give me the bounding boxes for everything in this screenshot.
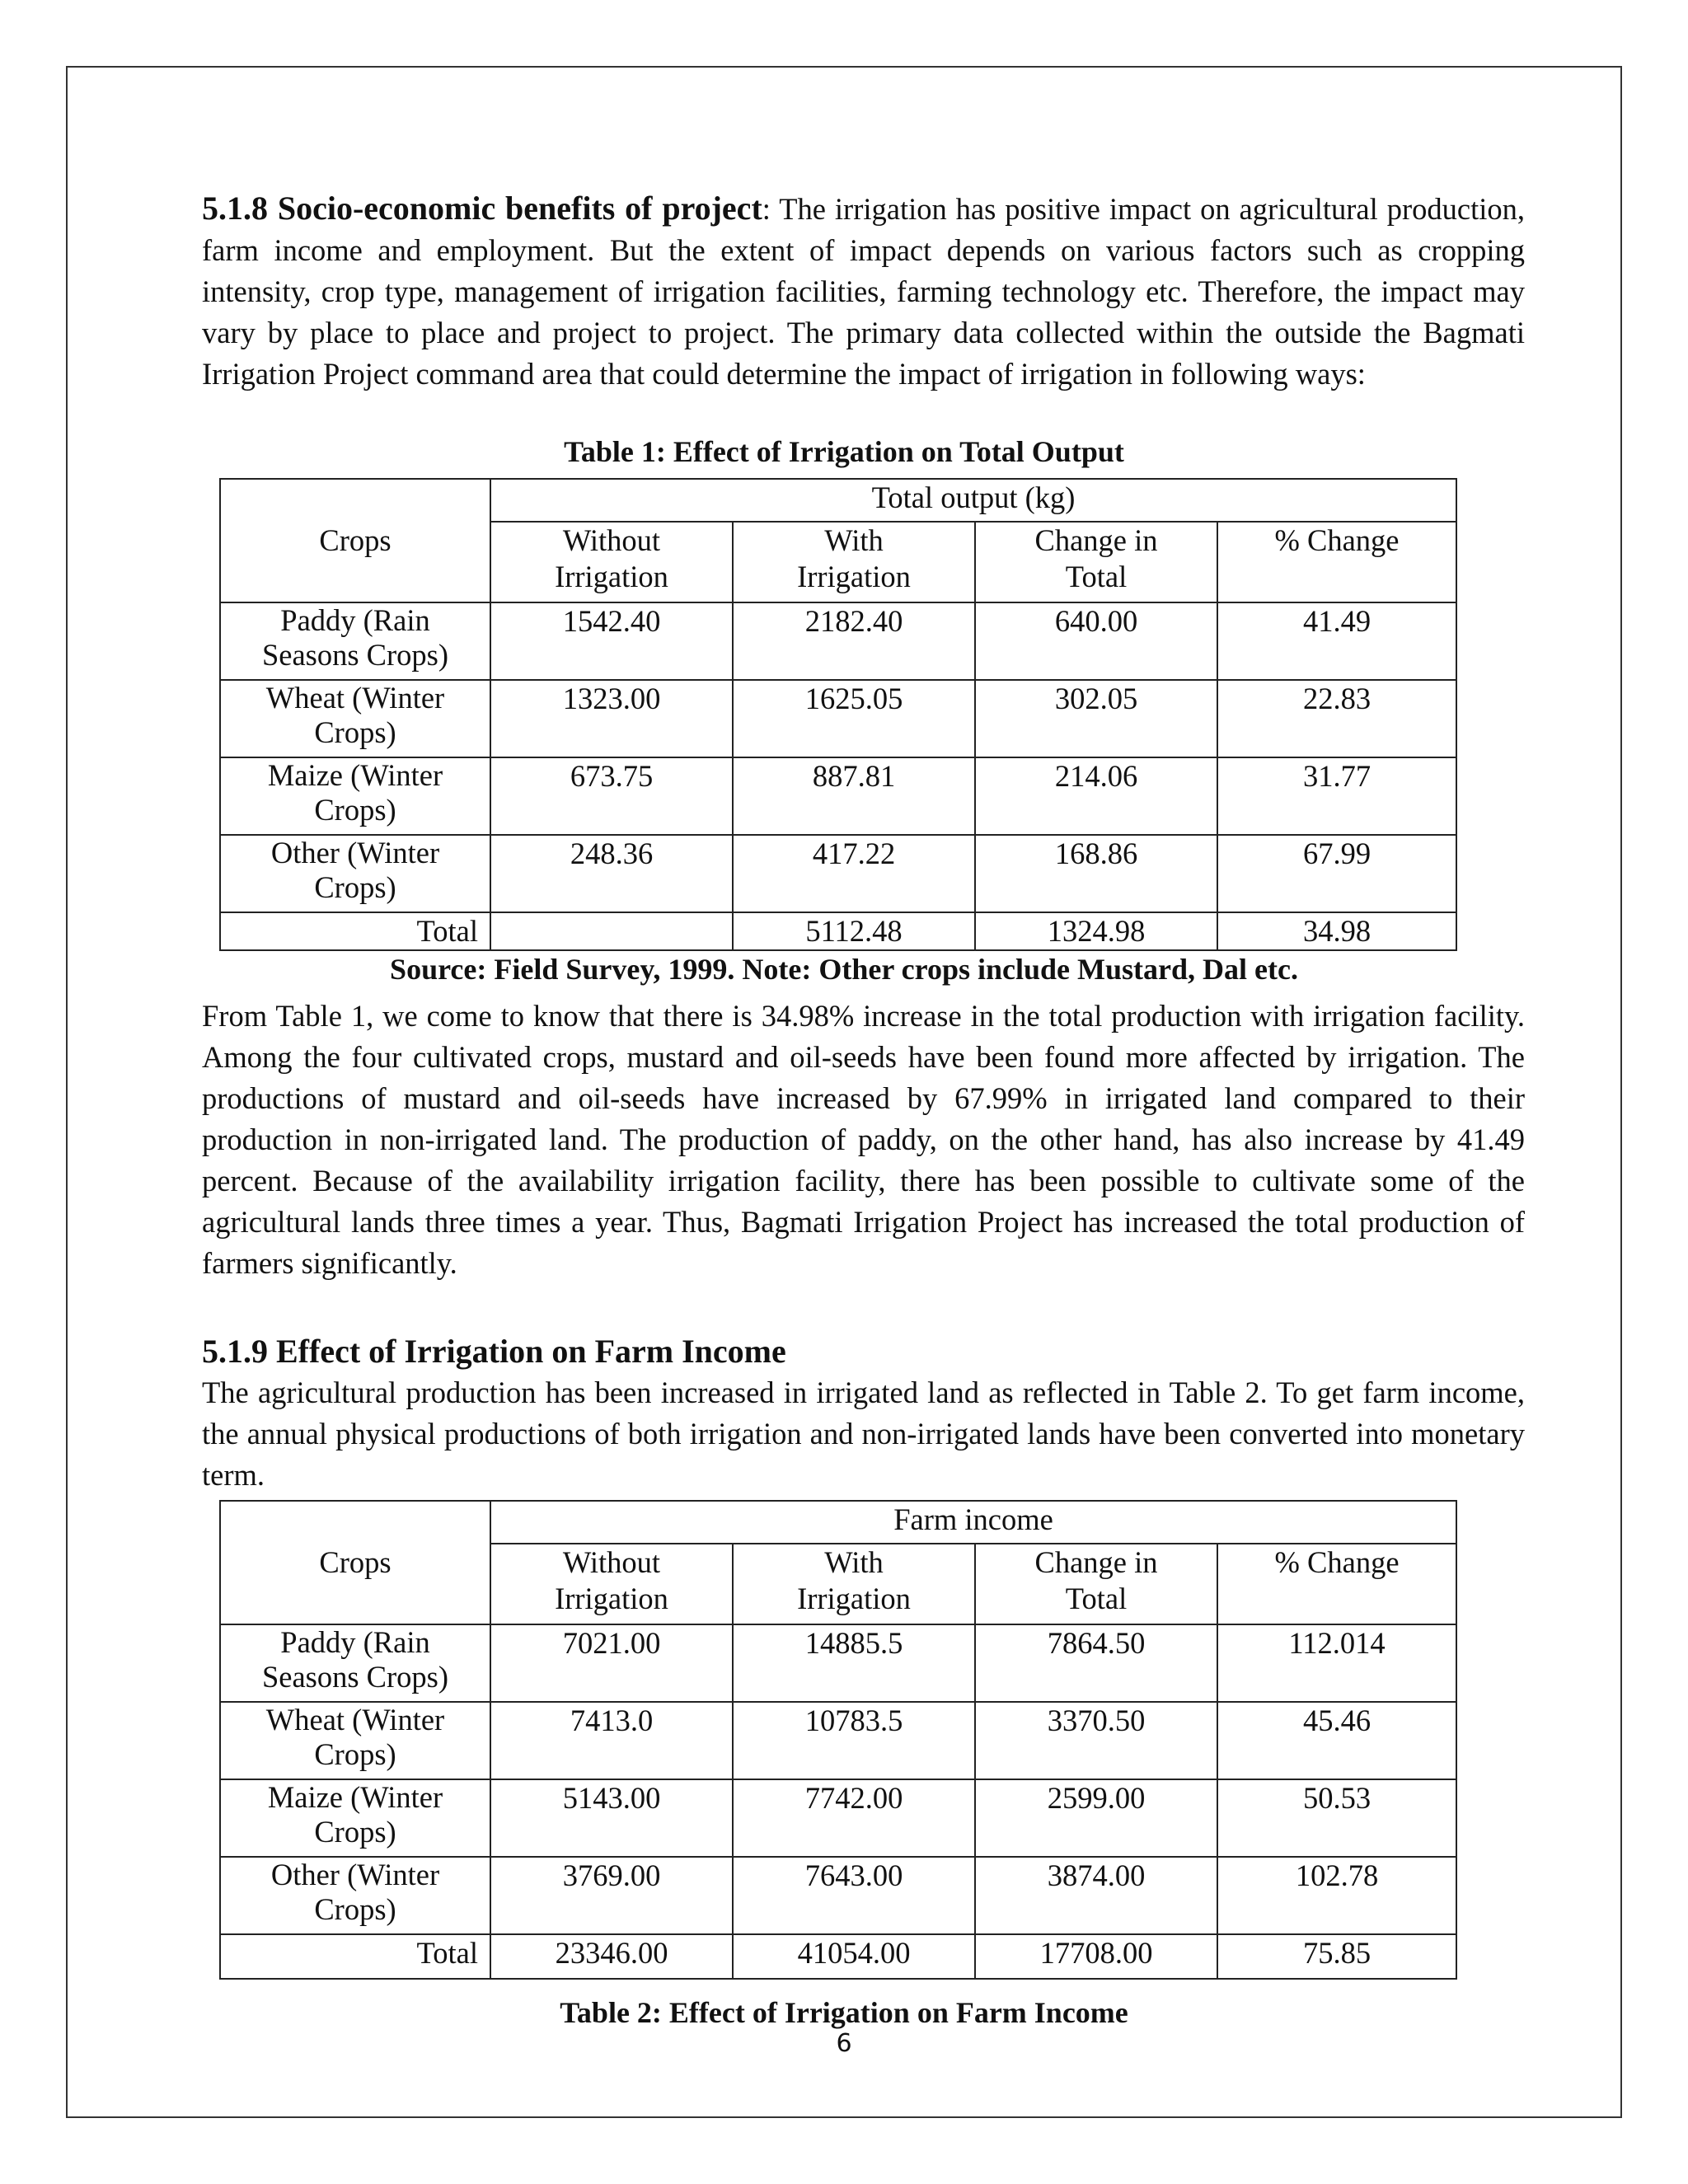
- value-without: 7413.0: [490, 1702, 733, 1779]
- value-without: 3769.00: [490, 1857, 733, 1934]
- value-with: 1625.05: [733, 680, 975, 757]
- total-change: 1324.98: [975, 912, 1217, 950]
- table2-group-header: Farm income: [490, 1501, 1456, 1544]
- section-5-1-8-paragraph: [202, 188, 1525, 395]
- value-without: 248.36: [490, 835, 733, 912]
- value-pct: 67.99: [1217, 835, 1456, 912]
- table-row: [220, 680, 1456, 757]
- value-change: 3370.50: [975, 1702, 1217, 1779]
- table2-title: Table 2: Effect of Irrigation on Farm Income: [560, 1996, 1128, 2029]
- value-pct: 41.49: [1217, 602, 1456, 680]
- total-with: 41054.00: [733, 1934, 975, 1979]
- crop-name: Paddy (Rain Seasons Crops): [220, 1624, 490, 1702]
- value-with: 7643.00: [733, 1857, 975, 1934]
- table-total-row: [220, 912, 1456, 950]
- table1-discussion: [202, 996, 1525, 1284]
- value-change: 2599.00: [975, 1779, 1217, 1857]
- table-row: [220, 1624, 1456, 1702]
- table-total-row: [220, 1934, 1456, 1979]
- table1-header-change: Change in Total: [975, 522, 1217, 602]
- value-change: 168.86: [975, 835, 1217, 912]
- section-5-1-8: [202, 188, 1525, 395]
- value-pct: 50.53: [1217, 1779, 1456, 1857]
- total-with: 5112.48: [733, 912, 975, 950]
- value-pct: 22.83: [1217, 680, 1456, 757]
- total-label: Total: [220, 1934, 490, 1979]
- value-with: 14885.5: [733, 1624, 975, 1702]
- table1-source: Source: Field Survey, 1999. Note: Other crops include Mustard, Dal etc.: [390, 953, 1298, 986]
- value-change: 7864.50: [975, 1624, 1217, 1702]
- total-without: 23346.00: [490, 1934, 733, 1979]
- crop-name: Maize (Winter Crops): [220, 1779, 490, 1857]
- value-change: 3874.00: [975, 1857, 1217, 1934]
- table1-header-pct: % Change: [1217, 522, 1456, 602]
- value-without: 7021.00: [490, 1624, 733, 1702]
- table-row: [220, 757, 1456, 835]
- crop-name: Wheat (Winter Crops): [220, 1702, 490, 1779]
- table2-header-pct: % Change: [1217, 1544, 1456, 1624]
- table1-discussion-paragraph: From Table 1, we come to know that there is 34.98% increase in the total production with irrigation facility. Among the four cultivated crops, mustard and oil-seeds have been found more affected by irrigation. The productions of mustard and oil-seeds have increased by 67.99% in irrigated land compared to their production in non-irrigated land. The production of paddy, on the other hand, has also increase by 41.49 percent. Because of the availability irrigation facility, there has been possible to cultivate some of the agricultural lands three times a year. Thus, Bagmati Irrigation Project has increased the total production of farmers significantly.: [202, 999, 1525, 1280]
- value-without: 1323.00: [490, 680, 733, 757]
- table2-header-with: With Irrigation: [733, 1544, 975, 1624]
- crop-name: Paddy (Rain Seasons Crops): [220, 602, 490, 680]
- page-number: 6: [836, 2029, 852, 2058]
- total-pct: 75.85: [1217, 1934, 1456, 1979]
- value-pct: 102.78: [1217, 1857, 1456, 1934]
- value-pct: 31.77: [1217, 757, 1456, 835]
- crop-name: Wheat (Winter Crops): [220, 680, 490, 757]
- section-5-1-9-body: The agricultural production has been increased in irrigated land as reflected in Table 2. To get farm income, the annual physical productions of both irrigation and non-irrigated lands have been converted into monetary term.: [202, 1376, 1525, 1492]
- value-change: 302.05: [975, 680, 1217, 757]
- crop-name: Other (Winter Crops): [220, 1857, 490, 1934]
- table1-title: Table 1: Effect of Irrigation on Total Output: [564, 435, 1124, 468]
- table-row: [220, 1702, 1456, 1779]
- table-row: [220, 602, 1456, 680]
- value-without: 673.75: [490, 757, 733, 835]
- section-5-1-8-heading: 5.1.8 Socio-economic benefits of project: [202, 190, 762, 227]
- section-5-1-9-heading: 5.1.9 Effect of Irrigation on Farm Income: [202, 1333, 786, 1370]
- table1-header-with: With Irrigation: [733, 522, 975, 602]
- value-with: 417.22: [733, 835, 975, 912]
- value-without: 1542.40: [490, 602, 733, 680]
- crop-name: Other (Winter Crops): [220, 835, 490, 912]
- table2-header-crops: Crops: [220, 1501, 490, 1624]
- value-change: 214.06: [975, 757, 1217, 835]
- crop-name: Maize (Winter Crops): [220, 757, 490, 835]
- table2-header-without: Without Irrigation: [490, 1544, 733, 1624]
- table1-header-crops: Crops: [220, 479, 490, 602]
- value-with: 2182.40: [733, 602, 975, 680]
- table-row: [220, 1779, 1456, 1857]
- table-row: [220, 1857, 1456, 1934]
- total-pct: 34.98: [1217, 912, 1456, 950]
- total-without: [490, 912, 733, 950]
- value-with: 887.81: [733, 757, 975, 835]
- value-change: 640.00: [975, 602, 1217, 680]
- table1-header-without: Without Irrigation: [490, 522, 733, 602]
- total-change: 17708.00: [975, 1934, 1217, 1979]
- value-with: 10783.5: [733, 1702, 975, 1779]
- value-with: 7742.00: [733, 1779, 975, 1857]
- table1: [219, 478, 1457, 951]
- total-label: Total: [220, 912, 490, 950]
- table2-header-change: Change in Total: [975, 1544, 1217, 1624]
- table2: [219, 1500, 1457, 1980]
- section-5-1-9: [202, 1331, 1525, 1496]
- value-pct: 45.46: [1217, 1702, 1456, 1779]
- table1-group-header: Total output (kg): [490, 479, 1456, 522]
- value-without: 5143.00: [490, 1779, 733, 1857]
- table-row: [220, 835, 1456, 912]
- value-pct: 112.014: [1217, 1624, 1456, 1702]
- section-5-1-8-body: : The irrigation has positive impact on agricultural production, farm income and employment. But the extent of impact depends on various factors such as cropping intensity, crop type, management of irrigation facilities, farming technology etc. Therefore, the impact may vary by place to place and project to project. The primary data collected within the outside the Bagmati Irrigation Project command area that could determine the impact of irrigation in following ways:: [202, 192, 1525, 391]
